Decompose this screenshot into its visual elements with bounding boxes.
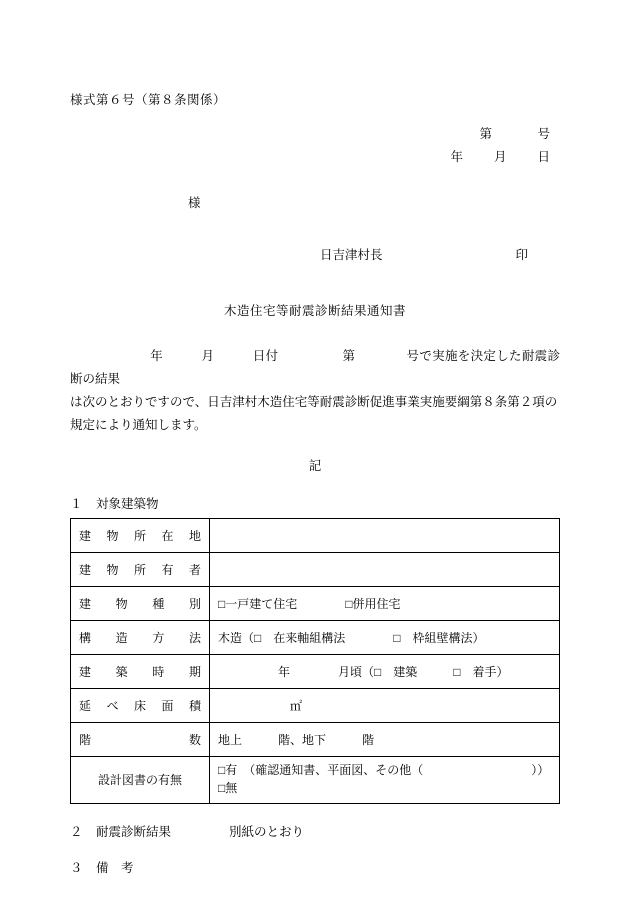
drawings-option-no[interactable]: □無 — [218, 780, 238, 795]
table-row — [71, 722, 560, 756]
section-2-heading — [70, 822, 560, 840]
row-label-location: 建物所在地 — [71, 518, 210, 552]
form-number: 様式第６号（第８条関係） — [70, 93, 227, 107]
document-body — [70, 345, 560, 438]
issuer-name: 日吉津村長 — [320, 248, 383, 262]
row-value-build-period[interactable]: 年 月頃（□ 建築 □ 着手） — [210, 654, 560, 688]
section-2-number: ２ — [70, 824, 83, 839]
table-row — [71, 586, 560, 620]
row-label-building-type: 建物種別 — [71, 586, 210, 620]
body-line-1: 年 月 日付 第 号で実施を決定した耐震診断の結果 — [70, 349, 560, 387]
row-label-build-period: 建築時期 — [71, 654, 210, 688]
document-content — [70, 90, 560, 876]
row-label-floors: 階数 — [71, 722, 210, 756]
ki-mark: 記 — [308, 458, 322, 473]
row-value-structure[interactable]: 木造（□ 在来軸組構法 □ 枠組壁構法） — [210, 620, 560, 654]
row-value-floors[interactable]: 地上 階、地下 階 — [210, 722, 560, 756]
row-label-drawings: 設計図書の有無 — [71, 756, 210, 803]
table-row — [71, 756, 560, 803]
seal-mark: 印 — [515, 248, 528, 262]
body-line-3: 規定により通知します。 — [70, 418, 207, 433]
table-row — [71, 688, 560, 722]
section-1-number: １ — [70, 496, 83, 511]
document-number-line: 第 号 — [479, 127, 552, 141]
row-value-building-type[interactable]: □一戸建て住宅 □併用住宅 — [210, 586, 560, 620]
section-1-heading — [70, 494, 560, 512]
building-info-table — [70, 518, 560, 804]
section-3-heading — [70, 858, 560, 876]
row-value-floor-area[interactable]: ㎡ — [210, 688, 560, 722]
row-label-owner: 建物所有者 — [71, 552, 210, 586]
drawings-option-yes[interactable]: □有 （確認通知書、平面図、その他（ ）） — [218, 763, 550, 778]
section-2-label: 耐震診断結果 — [96, 824, 172, 839]
table-row — [71, 654, 560, 688]
addressee-line: 様 — [188, 196, 201, 210]
row-value-owner[interactable] — [210, 552, 560, 586]
section-2-value: 別紙のとおり — [229, 824, 305, 839]
section-1-label: 対象建築物 — [96, 496, 159, 511]
body-line-2: は次のとおりですので、日吉津村木造住宅等耐震診断促進事業実施要綱第８条第２項の — [70, 395, 558, 410]
issuer-line — [70, 245, 560, 263]
table-row — [71, 620, 560, 654]
section-3-number: ３ — [70, 860, 83, 875]
row-label-floor-area: 延べ床面積 — [71, 688, 210, 722]
document-date-line: 年 月 日 — [450, 150, 552, 164]
section-3-label: 備 考 — [96, 860, 134, 875]
document-title: 木造住宅等耐震診断結果通知書 — [223, 304, 406, 318]
row-value-drawings[interactable] — [210, 756, 560, 803]
table-row — [71, 552, 560, 586]
row-label-structure: 構造方法 — [71, 620, 210, 654]
table-row — [71, 518, 560, 552]
row-value-location[interactable] — [210, 518, 560, 552]
